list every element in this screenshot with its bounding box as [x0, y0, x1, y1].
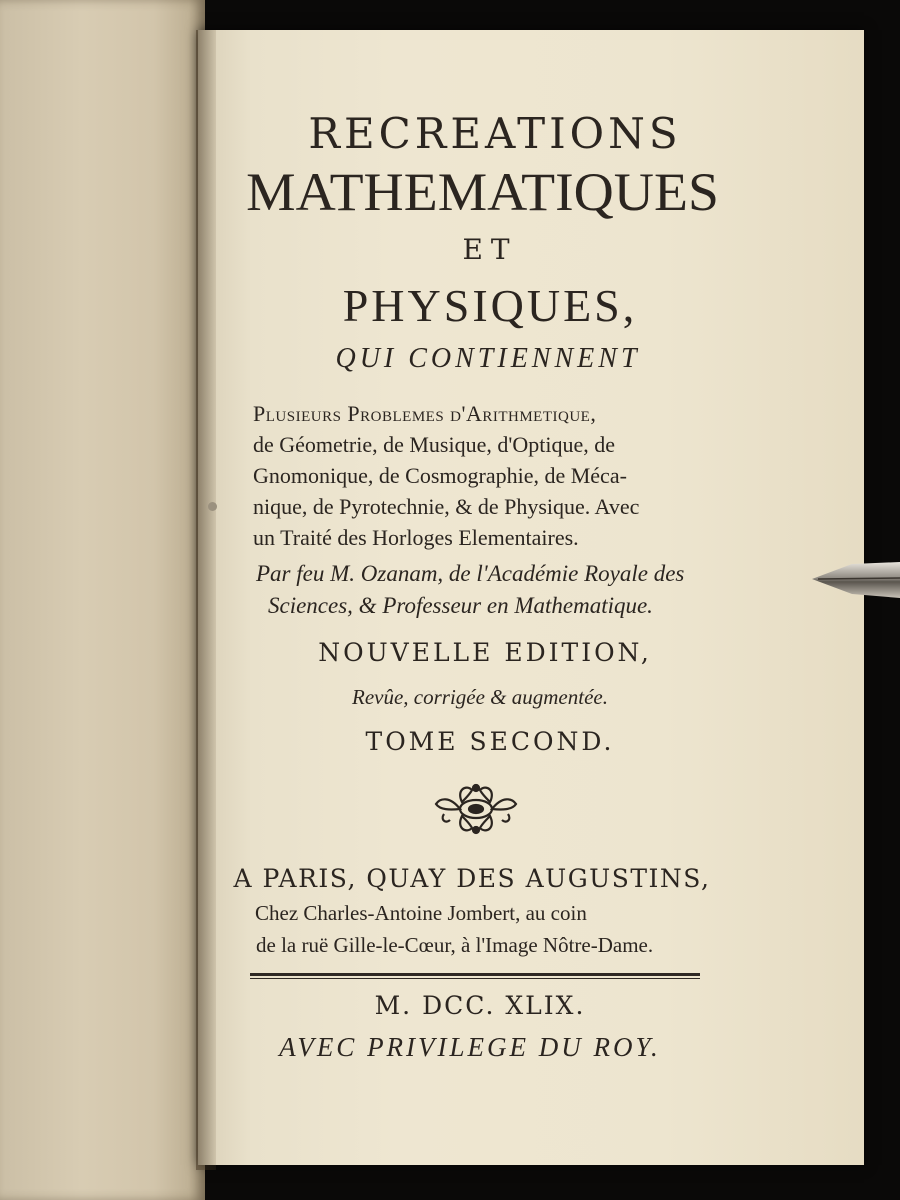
- title-line-physiques: PHYSIQUES,: [342, 280, 638, 331]
- title-line-mathematiques: MATHEMATIQUES: [246, 162, 719, 222]
- subject-line: nique, de Pyrotechnie, & de Physique. Avec: [253, 494, 640, 519]
- left-page-leaf: [0, 0, 205, 1200]
- edition-line: NOUVELLE EDITION,: [318, 638, 652, 667]
- pen-nib-icon: [812, 558, 900, 602]
- author-line-2: Sciences, & Professeur en Mathematique.: [268, 593, 653, 618]
- year-line: M. DCC. XLIX.: [374, 991, 586, 1020]
- subject-list: [253, 398, 748, 553]
- revision-line: Revûe, corrigée & augmentée.: [352, 685, 608, 709]
- subject-line: un Traité des Horloges Elementaires.: [253, 525, 579, 550]
- divider-rule: [250, 973, 700, 976]
- title-line-qui-contiennent: QUI CONTIENNENT: [335, 343, 641, 374]
- privilege-line: AVEC PRIVILEGE DU ROY.: [279, 1032, 661, 1062]
- title-line-et: ET: [462, 233, 518, 266]
- place-line: A PARIS, QUAY DES AUGUSTINS,: [233, 864, 711, 893]
- printer-line-1: Chez Charles-Antoine Jombert, au coin: [255, 901, 587, 925]
- subject-line: Gnomonique, de Cosmographie, de Méca-: [253, 463, 627, 488]
- subject-line: de Géometrie, de Musique, d'Optique, de: [253, 432, 615, 457]
- printer-line-2: de la ruë Gille-le-Cœur, à l'Image Nôtre-Dame.: [256, 933, 654, 957]
- author-line-1: Par feu M. Ozanam, de l'Académie Royale des: [256, 561, 685, 586]
- paper-spot: [208, 502, 217, 511]
- tome-line: TOME SECOND.: [365, 727, 615, 756]
- title-line-recreations: RECREATIONS: [308, 109, 682, 158]
- subject-line: Plusieurs Problemes d'Arithmetique,: [253, 401, 597, 426]
- divider-rule-thin: [250, 978, 700, 979]
- fleuron-ornament-icon: [432, 780, 520, 838]
